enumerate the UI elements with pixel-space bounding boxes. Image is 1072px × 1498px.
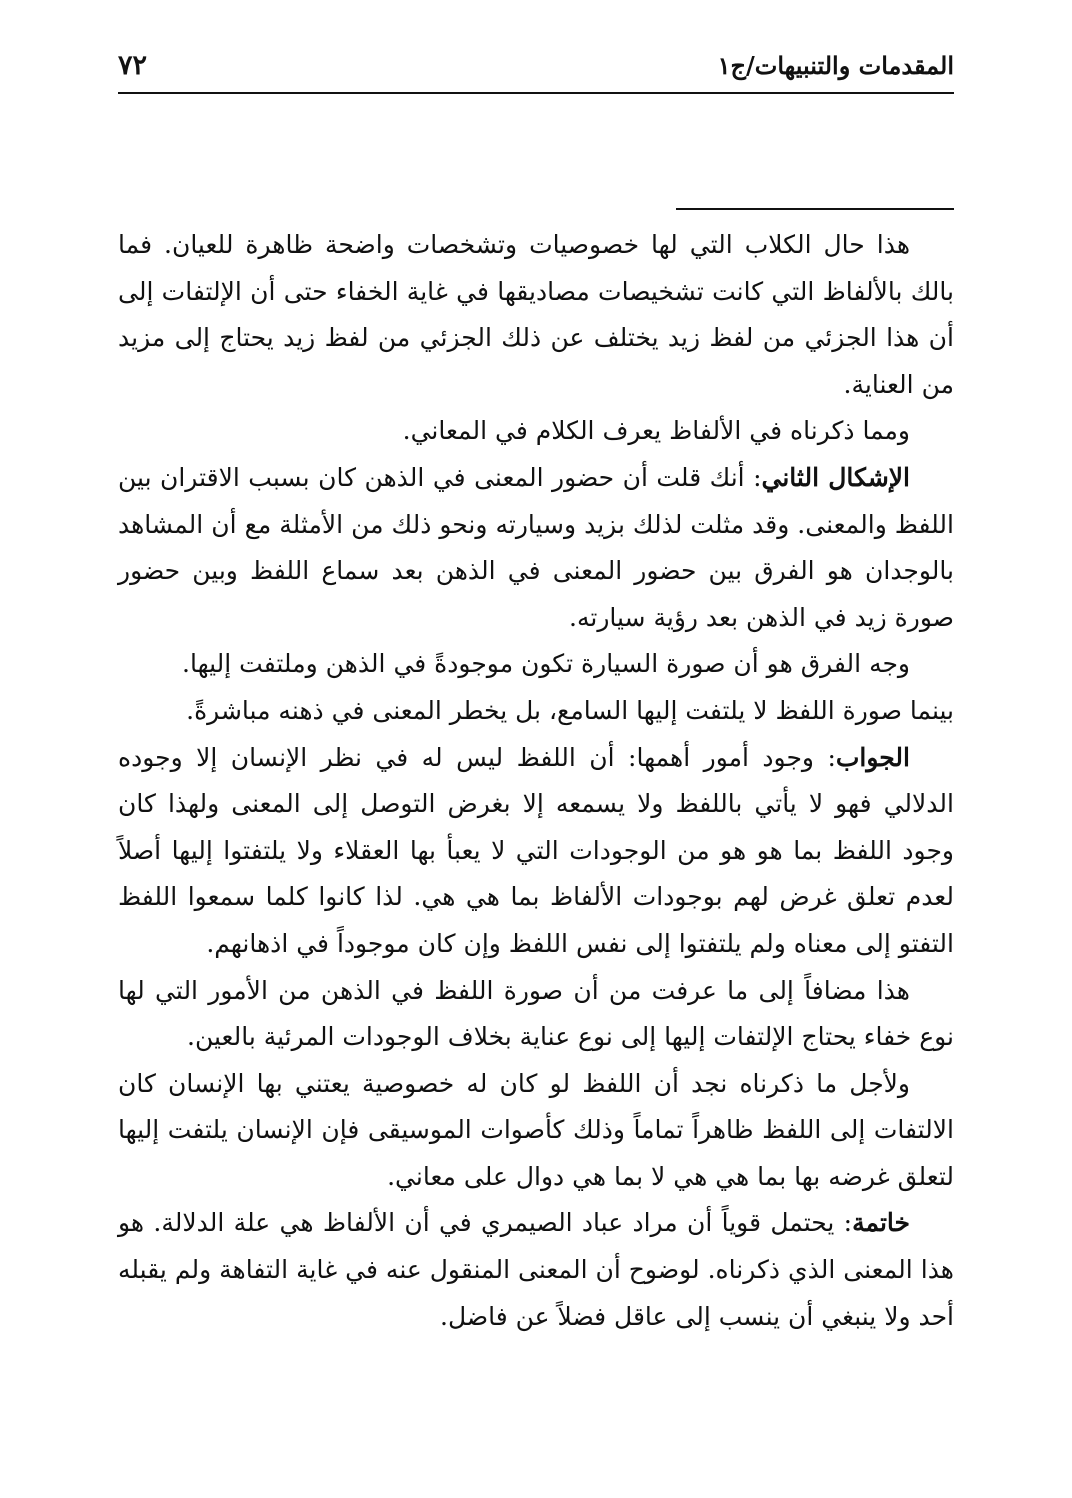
paragraph-4 [118, 641, 954, 688]
page-header [118, 42, 954, 88]
paragraph-7 [118, 968, 954, 1061]
paragraph-3 [118, 455, 954, 641]
paragraph-text: وجه الفرق هو أن صورة السيارة تكون موجودةً في الذهن وملتفت إليها. [182, 649, 910, 679]
page-number: ٧٢ [118, 49, 148, 81]
paragraph-2 [118, 408, 954, 455]
paragraph-text: : أنك قلت أن حضور المعنى في الذهن كان بسبب الاقتران بين اللفظ والمعنى. وقد مثلت لذلك بزيد وسيارته ونحو ذلك من الأمثلة مع أن المشاهد بالوجدان هو الفرق بين حضور المعنى في الذهن بعد سماع اللفظ وبين حضور صورة زيد في الذهن بعد رؤية سيارته. [118, 462, 954, 632]
paragraph-text: هذا مضافاً إلى ما عرفت من أن صورة اللفظ في الذهن من الأمور التي لها نوع خفاء يحتاج الإلتفات إليها إلى نوع عناية بخلاف الوجودات المرئية بالعين. [118, 975, 954, 1052]
paragraph-1 [118, 222, 954, 408]
paragraph-text: بينما صورة اللفظ لا يلتفت إليها السامع، بل يخطر المعنى في ذهنه مباشرةً. [186, 695, 954, 725]
footnote-separator [676, 208, 954, 210]
paragraph-term: الجواب [835, 742, 910, 772]
header-rule [118, 92, 954, 94]
paragraph-text: : وجود أمور أهمها: أن اللفظ ليس له في نظر الإنسان إلا وجوده الدلالي فهو لا يأتي باللفظ ولا يسمعه إلا بغرض التوصل إلى المعنى ولهذا كان وجود اللفظ بما هو هو من الوجودات التي لا يعبأ بها العقلاء ولا يلتفتوا إليها أصلاً لعدم تعلق غرض لهم بوجودات الألفاظ بما هي هي. لذا كانوا كلما سمعوا اللفظ التفتو إلى معناه ولم يلتفتوا إلى نفس اللفظ وإن كان موجوداً في اذهانهم. [118, 742, 954, 958]
paragraph-6 [118, 735, 954, 968]
paragraph-text: ومما ذكرناه في الألفاظ يعرف الكلام في المعاني. [402, 416, 910, 446]
running-title: المقدمات والتنبيهات/ج١ [717, 50, 954, 80]
paragraph-term: خاتمة [852, 1208, 910, 1238]
paragraph-term: الإشكال الثاني [761, 462, 910, 492]
footnote-text [118, 222, 954, 1340]
paragraph-text: : يحتمل قوياً أن مراد عباد الصيمري في أن الألفاظ هي علة الدلالة. هو هذا المعنى الذي ذكرناه. لوضوح أن المعنى المنقول عنه في غاية التفاهة ولم يقبله أحد ولا ينبغي أن ينسب إلى عاقل فضلاً عن فاضل. [118, 1208, 954, 1331]
paragraph-5 [118, 688, 954, 735]
paragraph-text: ولأجل ما ذكرناه نجد أن اللفظ لو كان له خصوصية يعتني بها الإنسان كان الالتفات إلى اللفظ ظاهراً تماماً وذلك كأصوات الموسيقى فإن الإنسان يلتفت إليها لتعلق غرضه بها بما هي هي لا بما هي دوال على معاني. [118, 1068, 954, 1191]
paragraph-8 [118, 1061, 954, 1201]
paragraph-9 [118, 1200, 954, 1340]
paragraph-text: هذا حال الكلاب التي لها خصوصيات وتشخصات واضحة ظاهرة للعيان. فما بالك بالألفاظ التي كانت تشخيصات مصاديقها في غاية الخفاء حتى أن الإلتفات إلى أن هذا الجزئي من لفظ زيد يختلف عن ذلك الجزئي من لفظ زيد يحتاج إلى مزيد من العناية. [118, 230, 954, 399]
